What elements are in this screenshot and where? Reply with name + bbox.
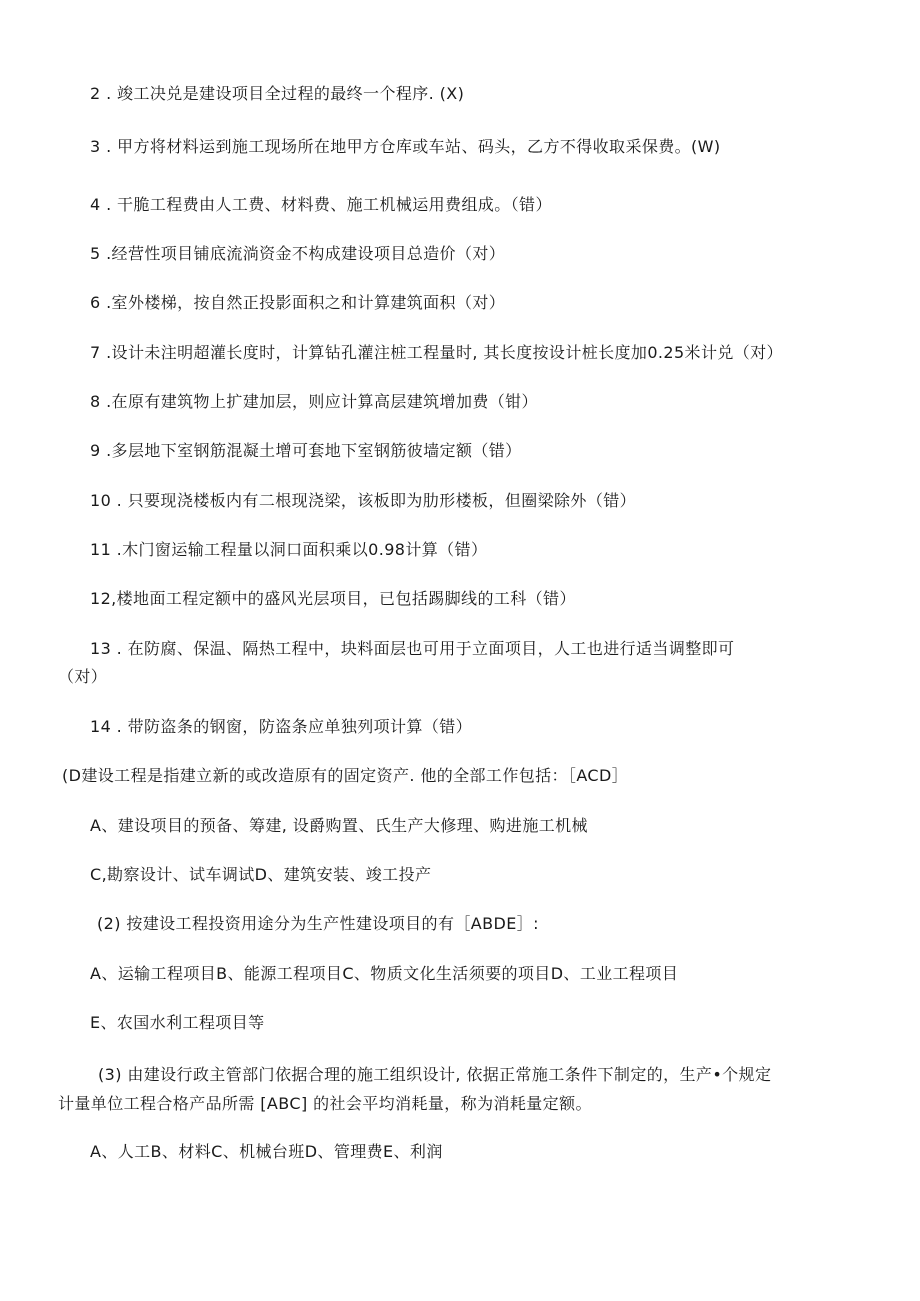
text-line-q14: 14 . 带防盗条的钢窗，防盗条应单独列项计算（错） <box>90 717 473 736</box>
text-line-q6: 6 .室外楼梯，按自然正投影面积之和计算建筑面积（对） <box>90 293 506 312</box>
text-line-mc3-question-continuation: 计量单位工程合格产品所需 [ABC] 的社会平均消耗量，称为消耗量定额。 <box>58 1094 592 1113</box>
text-line-q13-continuation: （对） <box>58 667 108 686</box>
text-line-q3: 3 . 甲方将材料运到施工现场所在地甲方仓库或车站、码头，乙方不得收取采保费。(W) <box>90 137 721 156</box>
text-line-q12: 12,楼地面工程定额中的盛风光层项目，已包括踢脚线的工科（错） <box>90 589 576 608</box>
text-line-q7: 7 .设计未注明超灌长度时，计算钻孔灌注桩工程量时, 其长度按设计桩长度加0.25米计兑（对） <box>90 343 783 362</box>
text-line-q10: 10 . 只要现浇楼板内有二根现浇梁，该板即为肋形楼板，但圈梁除外（错） <box>90 491 637 510</box>
text-line-mc1-options-a: A、建设项目的预备、筹建, 设爵购置、氏生产大修理、购进施工机械 <box>90 816 588 835</box>
text-line-q5: 5 .经营性项目铺底流淌资金不构成建设项目总造价（对） <box>90 244 506 263</box>
text-line-mc2-options-a: A、运输工程项目B、能源工程项目C、物质文化生活须要的项目D、工业工程项目 <box>90 964 679 983</box>
text-line-mc2-question: (2) 按建设工程投资用途分为生产性建设项目的有［ABDE］: <box>97 914 539 933</box>
text-line-q9: 9 .多层地下室钢筋混凝土增可套地下室钢筋彼墙定额（错） <box>90 441 522 460</box>
text-line-mc2-options-e: E、农国水利工程项目等 <box>90 1013 265 1032</box>
text-line-mc3-options: A、人工B、材料C、机械台班D、管理费E、利润 <box>90 1142 443 1161</box>
text-line-mc1-options-c: C,勘察设计、试车调试D、建筑安装、竣工投产 <box>90 865 432 884</box>
text-line-q11: 11 .木门窗运输工程量以洞口面积乘以0.98计算（错） <box>90 540 488 559</box>
text-line-mc3-question: (3) 由建设行政主管部门依据合理的施工组织设计, 依据正常施工条件下制定的，生产•个规定 <box>98 1065 772 1084</box>
text-line-q4: 4 . 干脆工程费由人工费、材料费、施工机械运用费组成。（错） <box>90 195 552 214</box>
text-line-q2: 2 . 竣工决兑是建设项目全过程的最终一个程序. (X) <box>90 84 465 103</box>
text-line-q13: 13 . 在防腐、保温、隔热工程中，块料面层也可用于立面项目，人工也进行适当调整即可 <box>90 639 735 658</box>
text-line-q8: 8 .在原有建筑物上扩建加层，则应计算高层建筑增加费（钳） <box>90 392 538 411</box>
text-line-mc1-question: (D建设工程是指建立新的或改造原有的固定资产. 他的全部工作包括：［ACD］ <box>62 766 629 785</box>
